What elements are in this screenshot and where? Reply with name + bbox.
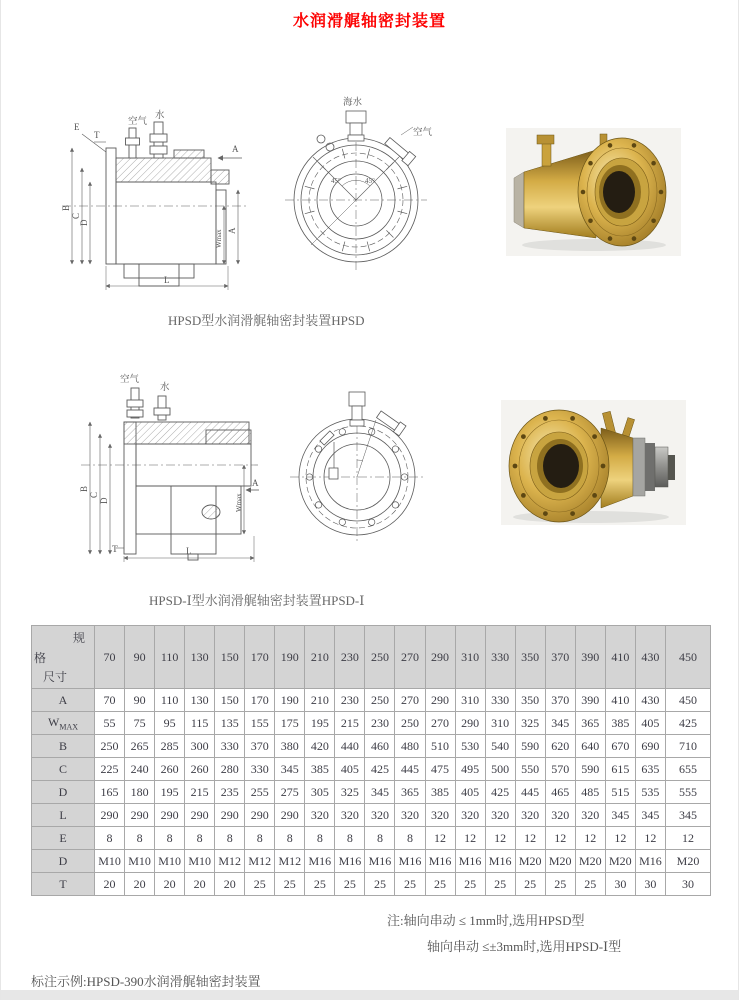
spec-cell: 12 xyxy=(485,827,515,850)
note-line-2: 轴向串动 ≤±3mm时,选用HPSD-Ⅰ型 xyxy=(427,939,622,954)
spec-cell: 330 xyxy=(215,735,245,758)
spec-cell: 30 xyxy=(605,873,635,896)
spec-cell: 345 xyxy=(635,804,665,827)
footer-example: 标注示例:HPSD-390水润滑艉轴密封装置 xyxy=(31,974,261,989)
spec-cell: M12 xyxy=(245,850,275,873)
spec-cell: M16 xyxy=(335,850,365,873)
column-header: 350 xyxy=(515,626,545,689)
spec-cell: 190 xyxy=(275,689,305,712)
spec-cell: 20 xyxy=(155,873,185,896)
spec-cell: 12 xyxy=(635,827,665,850)
label-b: B xyxy=(61,204,71,211)
spec-cell: 425 xyxy=(485,781,515,804)
spec-cell: 690 xyxy=(635,735,665,758)
spec-cell: 530 xyxy=(455,735,485,758)
spec-cell: 615 xyxy=(605,758,635,781)
spec-cell: 30 xyxy=(635,873,665,896)
spec-cell: 25 xyxy=(455,873,485,896)
spec-cell: 12 xyxy=(545,827,575,850)
spec-cell: 20 xyxy=(215,873,245,896)
corner-size-label: 尺寸 xyxy=(43,670,68,684)
spec-cell: 320 xyxy=(545,804,575,827)
column-header: 290 xyxy=(425,626,455,689)
spec-cell: 135 xyxy=(215,712,245,735)
spec-cell: 320 xyxy=(515,804,545,827)
spec-cell: 385 xyxy=(305,758,335,781)
spec-cell: 485 xyxy=(575,781,605,804)
spec-cell: 280 xyxy=(215,758,245,781)
spec-row xyxy=(32,712,711,735)
spec-cell: 25 xyxy=(575,873,605,896)
spec-row xyxy=(32,758,711,781)
column-header: 90 xyxy=(125,626,155,689)
spec-cell: 25 xyxy=(485,873,515,896)
row-label: E xyxy=(32,827,95,850)
spec-cell: 570 xyxy=(545,758,575,781)
spec-cell: 425 xyxy=(365,758,395,781)
hpsd-caption: HPSD型水润滑艉轴密封装置HPSD xyxy=(168,313,365,328)
spec-cell: 540 xyxy=(485,735,515,758)
spec-cell: 230 xyxy=(365,712,395,735)
spec-cell: 300 xyxy=(185,735,215,758)
spec-cell: 420 xyxy=(305,735,335,758)
spec-cell: 8 xyxy=(275,827,305,850)
spec-cell: M12 xyxy=(275,850,305,873)
label-d: D xyxy=(79,219,89,226)
label-water: 水 xyxy=(160,383,170,393)
spec-cell: 8 xyxy=(125,827,155,850)
spec-cell: 510 xyxy=(425,735,455,758)
spec-cell: 320 xyxy=(575,804,605,827)
label-air: 空气 xyxy=(120,375,140,385)
spec-cell: 8 xyxy=(335,827,365,850)
spec-cell: 70 xyxy=(95,689,125,712)
spec-cell: 25 xyxy=(425,873,455,896)
spec-cell: M16 xyxy=(635,850,665,873)
spec-cell: 25 xyxy=(275,873,305,896)
spec-cell: M16 xyxy=(305,850,335,873)
spec-cell: M12 xyxy=(215,850,245,873)
label-a-arrow: A xyxy=(252,478,259,488)
label-air-front: 空气 xyxy=(413,128,433,138)
spec-cell: 460 xyxy=(365,735,395,758)
spec-cell: 8 xyxy=(365,827,395,850)
column-header: 390 xyxy=(575,626,605,689)
spec-cell: 310 xyxy=(455,689,485,712)
hpsd-side-drawing xyxy=(54,86,249,301)
spec-cell: 230 xyxy=(335,689,365,712)
spec-cell: 20 xyxy=(125,873,155,896)
spec-cell: 165 xyxy=(95,781,125,804)
column-header: 310 xyxy=(455,626,485,689)
spec-cell: 8 xyxy=(95,827,125,850)
spec-cell: 195 xyxy=(305,712,335,735)
note-line-1: 注:轴向串动 ≤ 1mm时,选用HPSD型 xyxy=(387,913,585,928)
spec-cell: 275 xyxy=(275,781,305,804)
spec-cell: 385 xyxy=(425,781,455,804)
hpsd1-caption: HPSD-Ⅰ型水润滑艉轴密封装置HPSD-Ⅰ xyxy=(149,593,365,608)
spec-cell: 330 xyxy=(485,689,515,712)
spec-row xyxy=(32,850,711,873)
bottom-band xyxy=(1,990,738,1000)
spec-cell: 440 xyxy=(335,735,365,758)
spec-cell: 345 xyxy=(365,781,395,804)
spec-cell: 8 xyxy=(395,827,425,850)
column-header: 430 xyxy=(635,626,665,689)
spec-cell: 370 xyxy=(545,689,575,712)
row-label: D xyxy=(32,850,95,873)
spec-cell: 25 xyxy=(395,873,425,896)
column-header: 130 xyxy=(185,626,215,689)
spec-row xyxy=(32,804,711,827)
hpsd-photo xyxy=(506,128,681,256)
spec-cell: 150 xyxy=(215,689,245,712)
spec-row xyxy=(32,781,711,804)
spec-cell: M10 xyxy=(125,850,155,873)
column-header: 190 xyxy=(275,626,305,689)
row-label: B xyxy=(32,735,95,758)
column-header: 410 xyxy=(605,626,635,689)
label-wmax: Wmax xyxy=(215,229,223,248)
hpsd1-photo xyxy=(501,400,686,525)
spec-cell: 290 xyxy=(95,804,125,827)
spec-cell: 365 xyxy=(395,781,425,804)
spec-cell: 180 xyxy=(125,781,155,804)
spec-cell: M20 xyxy=(575,850,605,873)
row-label: D xyxy=(32,781,95,804)
spec-row xyxy=(32,873,711,896)
spec-cell: 320 xyxy=(395,804,425,827)
hpsd1-front-drawing xyxy=(282,380,432,545)
label-a-arrow: A xyxy=(232,144,239,154)
spec-cell: 250 xyxy=(395,712,425,735)
spec-cell: M10 xyxy=(155,850,185,873)
spec-cell: 290 xyxy=(185,804,215,827)
spec-cell: 195 xyxy=(155,781,185,804)
header-row xyxy=(32,626,711,689)
spec-cell: 12 xyxy=(425,827,455,850)
spec-cell: 130 xyxy=(185,689,215,712)
spec-cell: 410 xyxy=(605,689,635,712)
column-header: 170 xyxy=(245,626,275,689)
spec-cell: 95 xyxy=(155,712,185,735)
row-label: $W_{MAX}$ xyxy=(32,712,95,735)
column-header: 250 xyxy=(365,626,395,689)
spec-cell: 290 xyxy=(275,804,305,827)
spec-cell: M10 xyxy=(95,850,125,873)
spec-cell: 670 xyxy=(605,735,635,758)
spec-cell: 75 xyxy=(125,712,155,735)
spec-cell: 20 xyxy=(95,873,125,896)
spec-cell: 285 xyxy=(155,735,185,758)
column-header: 270 xyxy=(395,626,425,689)
hpsd-front-drawing xyxy=(273,95,443,275)
spec-cell: 320 xyxy=(335,804,365,827)
spec-cell: 635 xyxy=(635,758,665,781)
spec-cell: 8 xyxy=(245,827,275,850)
spec-cell: 590 xyxy=(515,735,545,758)
row-label: A xyxy=(32,689,95,712)
notes-block xyxy=(387,908,621,960)
spec-cell: 290 xyxy=(155,804,185,827)
spec-cell: M16 xyxy=(365,850,395,873)
spec-cell: 12 xyxy=(455,827,485,850)
spec-cell: 110 xyxy=(155,689,185,712)
spec-cell: 430 xyxy=(635,689,665,712)
label-t: T xyxy=(112,545,118,555)
spec-cell: 25 xyxy=(245,873,275,896)
spec-cell: 310 xyxy=(485,712,515,735)
spec-cell: M20 xyxy=(545,850,575,873)
spec-cell: 290 xyxy=(125,804,155,827)
spec-cell: 465 xyxy=(545,781,575,804)
spec-cell: 20 xyxy=(185,873,215,896)
spec-cell: M20 xyxy=(666,850,711,873)
spec-cell: 12 xyxy=(515,827,545,850)
spec-cell: 12 xyxy=(666,827,711,850)
spec-cell: 450 xyxy=(666,689,711,712)
spec-cell: 25 xyxy=(545,873,575,896)
page-title: 水润滑艉轴密封装置 xyxy=(292,13,446,30)
spec-cell: M10 xyxy=(185,850,215,873)
spec-cell: 425 xyxy=(666,712,711,735)
spec-cell: 345 xyxy=(605,804,635,827)
spec-cell: 25 xyxy=(305,873,335,896)
spec-cell: M16 xyxy=(425,850,455,873)
label-angle-left: 45° xyxy=(331,177,341,185)
column-header: 230 xyxy=(335,626,365,689)
row-label: L xyxy=(32,804,95,827)
spec-cell: 495 xyxy=(455,758,485,781)
spec-cell: 390 xyxy=(575,689,605,712)
column-header: 370 xyxy=(545,626,575,689)
spec-cell: 235 xyxy=(215,781,245,804)
spec-cell: 350 xyxy=(515,689,545,712)
spec-cell: 265 xyxy=(125,735,155,758)
spec-cell: M16 xyxy=(455,850,485,873)
label-angle-right: 45° xyxy=(365,177,375,185)
spec-cell: 8 xyxy=(305,827,335,850)
spec-cell: 555 xyxy=(666,781,711,804)
spec-cell: 320 xyxy=(425,804,455,827)
hpsd1-side-drawing xyxy=(76,360,261,565)
spec-cell: 320 xyxy=(365,804,395,827)
spec-cell: 8 xyxy=(185,827,215,850)
spec-cell: 535 xyxy=(635,781,665,804)
row-label: T xyxy=(32,873,95,896)
column-header: 70 xyxy=(95,626,125,689)
spec-cell: M16 xyxy=(395,850,425,873)
spec-cell: 175 xyxy=(275,712,305,735)
spec-cell: 250 xyxy=(95,735,125,758)
label-a-dim: A xyxy=(227,227,237,234)
spec-cell: 320 xyxy=(305,804,335,827)
column-header: 330 xyxy=(485,626,515,689)
spec-cell: 320 xyxy=(485,804,515,827)
spec-cell: 345 xyxy=(275,758,305,781)
spec-cell: 260 xyxy=(185,758,215,781)
spec-cell: 90 xyxy=(125,689,155,712)
column-header: 210 xyxy=(305,626,335,689)
spec-row xyxy=(32,827,711,850)
spec-cell: 710 xyxy=(666,735,711,758)
spec-cell: 325 xyxy=(515,712,545,735)
spec-cell: 25 xyxy=(335,873,365,896)
spec-cell: 365 xyxy=(575,712,605,735)
spec-cell: 255 xyxy=(245,781,275,804)
spec-cell: 480 xyxy=(395,735,425,758)
spec-cell: M20 xyxy=(515,850,545,873)
spec-cell: 260 xyxy=(155,758,185,781)
spec-cell: 290 xyxy=(215,804,245,827)
spec-cell: M16 xyxy=(485,850,515,873)
label-water: 水 xyxy=(155,111,165,121)
spec-table xyxy=(31,625,711,896)
spec-cell: 250 xyxy=(365,689,395,712)
spec-cell: 590 xyxy=(575,758,605,781)
spec-cell: 55 xyxy=(95,712,125,735)
table-corner xyxy=(32,626,95,689)
spec-cell: 270 xyxy=(425,712,455,735)
spec-row xyxy=(32,689,711,712)
label-seawater: 海水 xyxy=(343,98,363,108)
spec-cell: 225 xyxy=(95,758,125,781)
spec-cell: 385 xyxy=(605,712,635,735)
spec-cell: 445 xyxy=(515,781,545,804)
spec-cell: 8 xyxy=(155,827,185,850)
column-header: 150 xyxy=(215,626,245,689)
spec-cell: 25 xyxy=(365,873,395,896)
spec-cell: 345 xyxy=(545,712,575,735)
spec-row xyxy=(32,735,711,758)
label-d: D xyxy=(99,497,109,504)
corner-spec-label2: 格 xyxy=(34,651,47,665)
label-c: C xyxy=(89,491,99,498)
spec-cell: 515 xyxy=(605,781,635,804)
spec-cell: 550 xyxy=(515,758,545,781)
label-b: B xyxy=(79,485,89,492)
spec-cell: 115 xyxy=(185,712,215,735)
row-label: C xyxy=(32,758,95,781)
label-l: L xyxy=(186,546,192,556)
spec-cell: 345 xyxy=(666,804,711,827)
spec-cell: 405 xyxy=(455,781,485,804)
spec-cell: 290 xyxy=(425,689,455,712)
spec-cell: 290 xyxy=(245,804,275,827)
spec-cell: 155 xyxy=(245,712,275,735)
label-wmax: Wmax xyxy=(235,493,243,512)
label-e: E xyxy=(74,122,80,132)
spec-cell: 380 xyxy=(275,735,305,758)
spec-cell: 325 xyxy=(335,781,365,804)
spec-cell: 305 xyxy=(305,781,335,804)
label-c: C xyxy=(71,212,81,219)
spec-cell: 620 xyxy=(545,735,575,758)
spec-cell: 210 xyxy=(305,689,335,712)
spec-cell: 320 xyxy=(455,804,485,827)
spec-cell: 475 xyxy=(425,758,455,781)
spec-cell: 500 xyxy=(485,758,515,781)
spec-cell: 25 xyxy=(515,873,545,896)
spec-cell: M20 xyxy=(605,850,635,873)
spec-cell: 370 xyxy=(245,735,275,758)
spec-cell: 270 xyxy=(395,689,425,712)
spec-cell: 30 xyxy=(666,873,711,896)
column-header: 450 xyxy=(666,626,711,689)
spec-cell: 655 xyxy=(666,758,711,781)
corner-spec-label: 规 xyxy=(72,631,85,645)
spec-cell: 12 xyxy=(605,827,635,850)
spec-cell: 445 xyxy=(395,758,425,781)
spec-cell: 290 xyxy=(455,712,485,735)
spec-cell: 12 xyxy=(575,827,605,850)
label-t: T xyxy=(94,130,100,140)
spec-cell: 405 xyxy=(335,758,365,781)
spec-cell: 8 xyxy=(215,827,245,850)
column-header: 110 xyxy=(155,626,185,689)
spec-cell: 240 xyxy=(125,758,155,781)
spec-cell: 215 xyxy=(185,781,215,804)
label-l: L xyxy=(164,275,170,285)
spec-cell: 170 xyxy=(245,689,275,712)
spec-cell: 330 xyxy=(245,758,275,781)
label-air: 空气 xyxy=(128,117,148,127)
spec-cell: 405 xyxy=(635,712,665,735)
spec-cell: 215 xyxy=(335,712,365,735)
spec-cell: 640 xyxy=(575,735,605,758)
